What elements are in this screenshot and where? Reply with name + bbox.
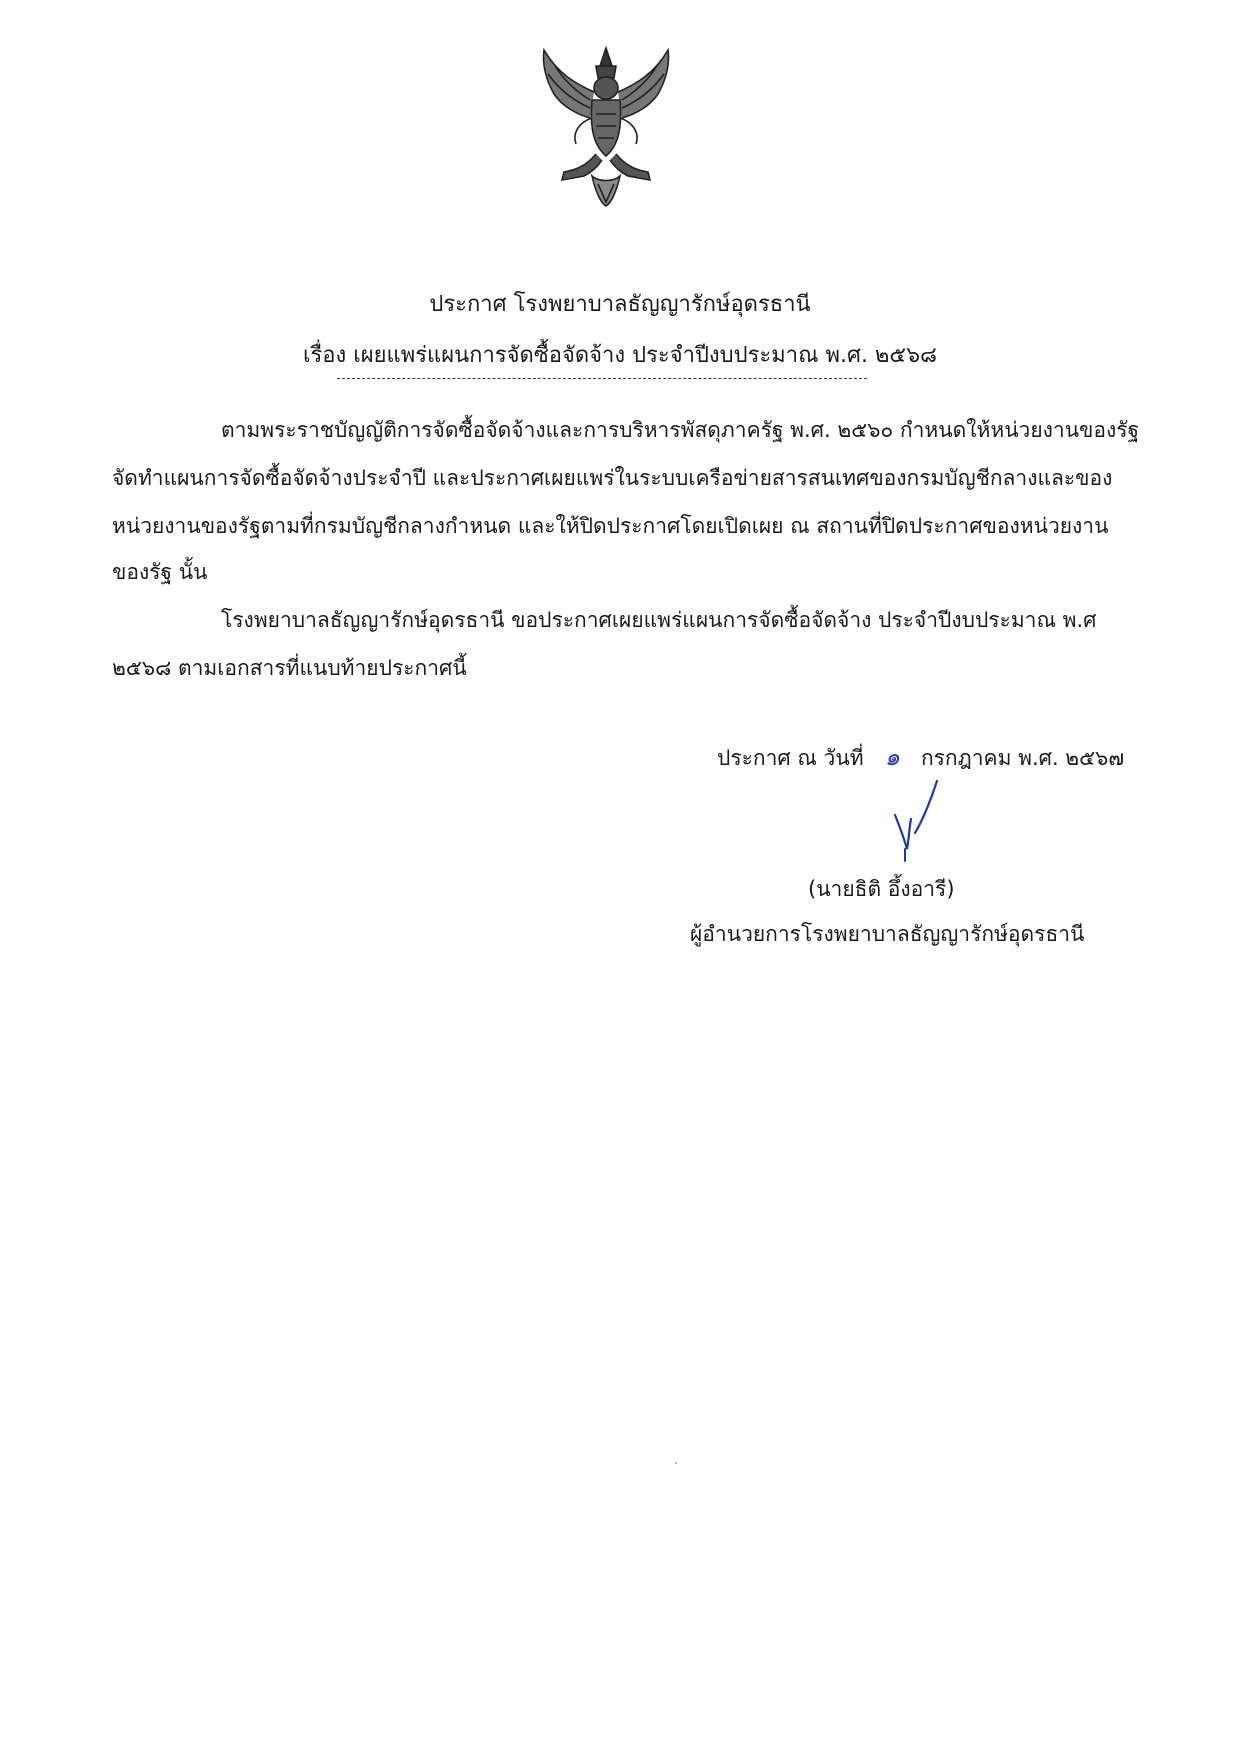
signer-name: (นายธิติ อึ้งอารี) xyxy=(808,877,955,901)
handwritten-signature xyxy=(885,775,955,865)
title-separator xyxy=(337,378,867,379)
date-day-handwritten: ๑ xyxy=(884,743,900,771)
signer-title: ผู้อำนวยการโรงพยาบาลธัญญารักษ์อุดรธานี xyxy=(690,922,1085,946)
announcement-subject: เรื่อง เผยแพร่แผนการจัดซื้อจัดจ้าง ประจำปีงบประมาณ พ.ศ. ๒๕๖๘ xyxy=(302,343,938,368)
announcement-title: ประกาศ โรงพยาบาลธัญญารักษ์อุดรธานี xyxy=(429,292,811,317)
date-month-year: กรกฎาคม พ.ศ. ๒๕๖๗ xyxy=(920,746,1125,770)
date-prefix: ประกาศ ณ วันที่ xyxy=(717,746,864,770)
paragraph1-line1: ตามพระราชบัญญัติการจัดซื้อจัดจ้างและการบริหารพัสดุภาครัฐ พ.ศ. ๒๕๖๐ กำหนดให้หน่วยงานของรัฐ xyxy=(221,418,1140,442)
paragraph1-line2: จัดทำแผนการจัดซื้อจัดจ้างประจำปี และประกาศเผยแพร่ในระบบเครือข่ายสารสนเทศของกรมบัญชีกลางและของ xyxy=(112,466,1113,490)
paragraph1-line3: หน่วยงานของรัฐตามที่กรมบัญชีกลางกำหนด และให้ปิดประกาศโดยเปิดเผย ณ สถานที่ปิดประกาศของหน่วยงาน xyxy=(112,514,1109,538)
paragraph2-line1: โรงพยาบาลธัญญารักษ์อุดรธานี ขอประกาศเผยแพร่แผนการจัดซื้อจัดจ้าง ประจำปีงบประมาณ พ.ศ xyxy=(221,608,1097,632)
paragraph2-line2: ๒๕๖๘ ตามเอกสารที่แนบท้ายประกาศนี้ xyxy=(112,656,467,680)
paragraph1-line4: ของรัฐ นั้น xyxy=(112,560,208,584)
garuda-emblem xyxy=(536,44,676,209)
announcement-date xyxy=(717,737,1124,776)
scan-speck xyxy=(675,1462,677,1464)
